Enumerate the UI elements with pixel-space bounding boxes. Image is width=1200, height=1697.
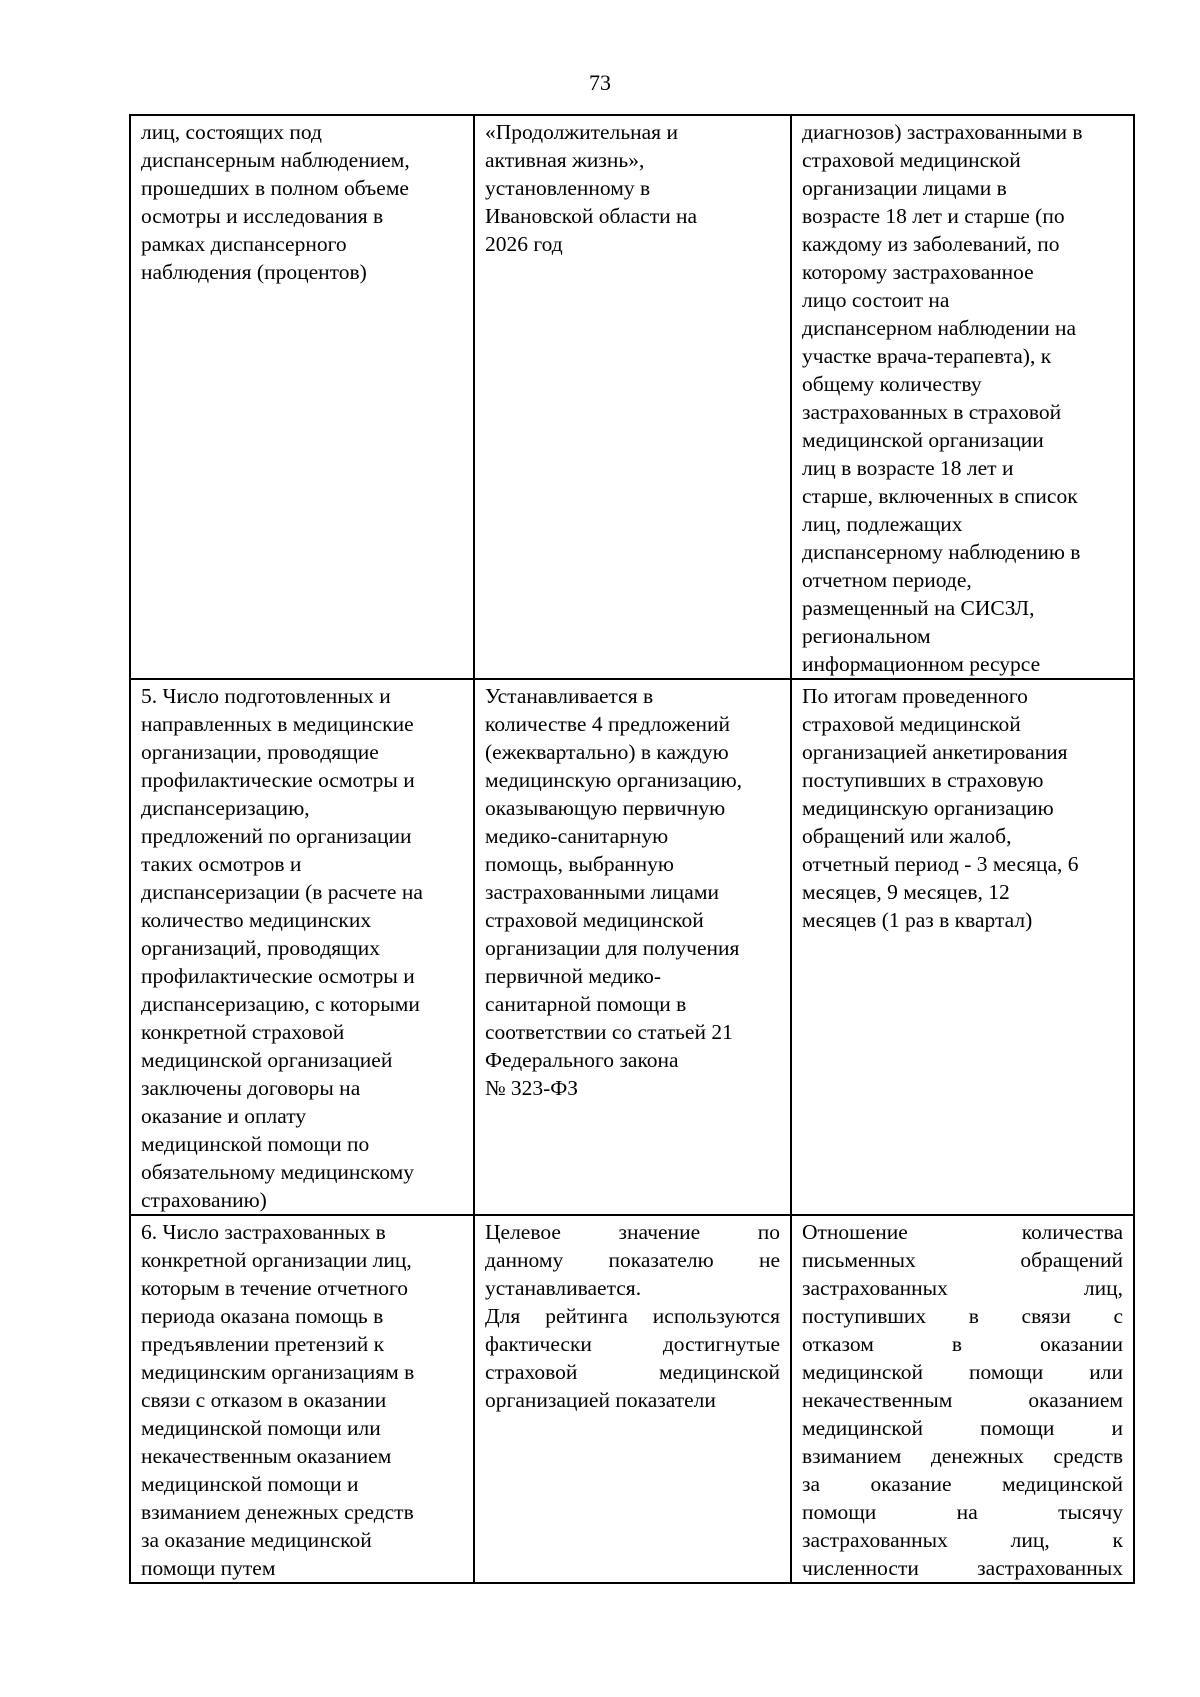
cell-text-line: страховой медицинской (485, 1360, 780, 1384)
table-cell-method: По итогам проведенного страховой медицинской организацией анкетирования поступивших в страховую медицинскую организацию обращений или жалоб, отчетный период - 3 месяца, 6 месяцев, 9 месяцев, 12 месяцев (1 раз в квартал) (791, 679, 1134, 1215)
table-row (130, 115, 1134, 679)
cell-text-line: застрахованных лиц, к (802, 1528, 1123, 1552)
table-cell-target: Устанавливается в количестве 4 предложений (ежеквартально) в каждую медицинскую организацию, оказывающую первичную медико-санитарную помощь, выбранную застрахованными лицами страховой медицинской организации для получения первичной медико- санитарной помощи в соответствии со статьей 21 Федерального закона № 323-ФЗ (474, 679, 791, 1215)
table-cell-target (474, 1215, 791, 1583)
cell-text-line: поступивших в связи с (802, 1304, 1123, 1328)
cell-text-line: за оказание медицинской (802, 1472, 1123, 1496)
page-number: 73 (589, 70, 611, 95)
cell-text-line: Для рейтинга используются (485, 1304, 780, 1328)
cell-text-line: численности застрахованных (802, 1556, 1123, 1580)
cell-text-line: медицинской помощи и (802, 1416, 1123, 1440)
table-cell-indicator: 5. Число подготовленных и направленных в медицинские организации, проводящие профилактические осмотры и диспансеризацию, предложений по организации таких осмотров и диспансеризации (в расчете на количество медицинских организаций, проводящих профилактические осмотры и диспансеризацию, с которыми конкретной страховой медицинской организацией заключены договоры на оказание и оплату медицинской помощи по обязательному медицинскому страхованию) (130, 679, 474, 1215)
cell-text-line: фактически достигнутые (485, 1332, 780, 1356)
cell-text-line: некачественным оказанием (802, 1388, 1123, 1412)
table-row (130, 1215, 1134, 1583)
cell-text-line: данному показателю не (485, 1248, 780, 1272)
cell-text-line: организацией показатели (485, 1388, 716, 1412)
table-cell-indicator: 6. Число застрахованных в конкретной организации лиц, которым в течение отчетного периода оказана помощь в предъявлении претензий к медицинским организациям в связи с отказом в оказании медицинской помощи или некачественным оказанием медицинской помощи и взиманием денежных средств за оказание медицинской помощи путем (130, 1215, 474, 1583)
cell-text-line: Отношение количества (802, 1220, 1123, 1244)
table-row (130, 679, 1134, 1215)
cell-text-line: отказом в оказании (802, 1332, 1123, 1356)
cell-text-line: взиманием денежных средств (802, 1444, 1123, 1468)
indicators-table (129, 114, 1135, 1584)
cell-text-line: Целевое значение по (485, 1220, 780, 1244)
cell-text-line: письменных обращений (802, 1248, 1123, 1272)
cell-text-line: помощи на тысячу (802, 1500, 1123, 1524)
cell-text-line: застрахованных лиц, (802, 1276, 1123, 1300)
table-cell-method (791, 1215, 1134, 1583)
table-cell-method: диагнозов) застрахованными в страховой медицинской организации лицами в возрасте 18 лет и старше (по каждому из заболеваний, по которому застрахованное лицо состоит на диспансерном наблюдении на участке врача-терапевта), к общему количеству застрахованных в страховой медицинской организации лиц в возрасте 18 лет и старше, включенных в список лиц, подлежащих диспансерному наблюдению в отчетном периоде, размещенный на СИСЗЛ, региональном информационном ресурсе (791, 115, 1134, 679)
table-cell-indicator: лиц, состоящих под диспансерным наблюдением, прошедших в полном объеме осмотры и исследования в рамках диспансерного наблюдения (процентов) (130, 115, 474, 679)
cell-text-line: медицинской помощи или (802, 1360, 1123, 1384)
cell-text-line: устанавливается. (485, 1276, 642, 1300)
table-cell-target: «Продолжительная и активная жизнь», установленному в Ивановской области на 2026 год (474, 115, 791, 679)
